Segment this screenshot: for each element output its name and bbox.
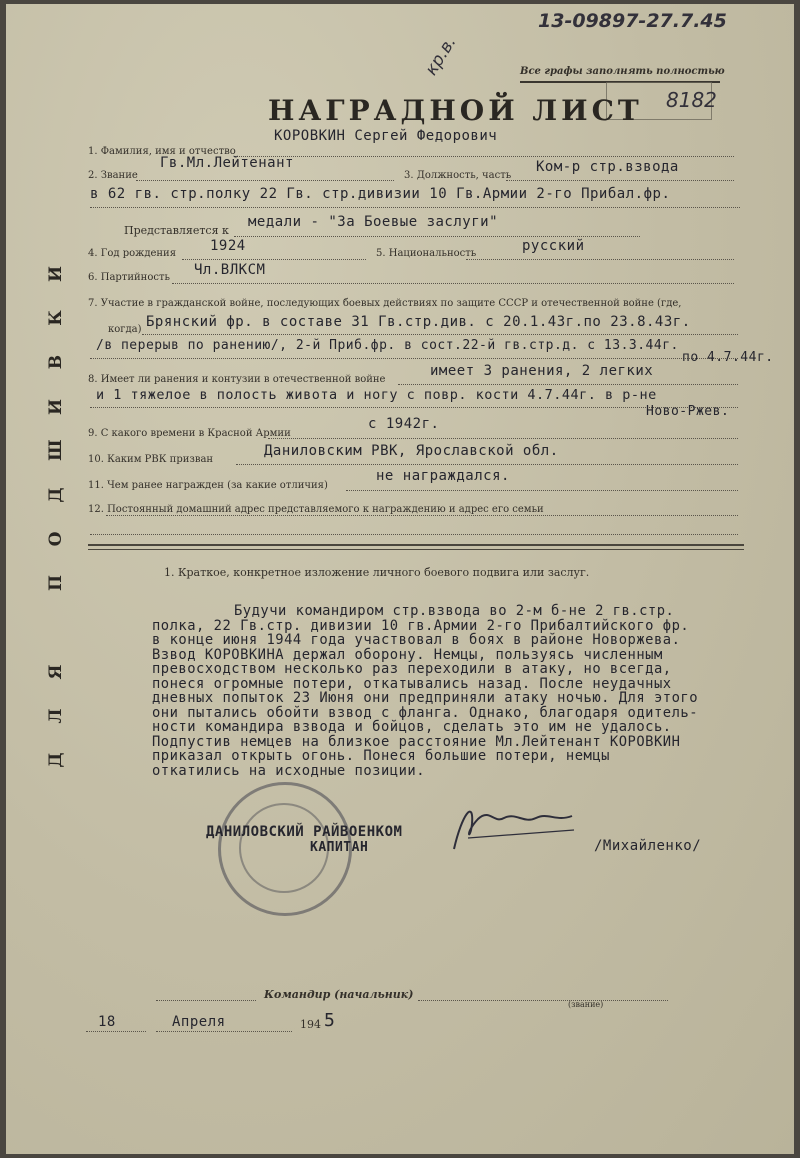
prior-awards-value: не награждался. bbox=[376, 468, 510, 484]
commander-label: Командир (начальник) bbox=[264, 988, 414, 1001]
paragraph-line: понеся огромные потери, откатывались назад. После неудачных bbox=[152, 675, 672, 692]
service-since-value: с 1942г. bbox=[368, 416, 440, 432]
field-9-line bbox=[268, 438, 738, 439]
field-12-label: 12. Постоянный домашний адрес представляемого к награждению и адрес его семьи bbox=[88, 504, 544, 515]
margin-letter: И bbox=[46, 265, 66, 283]
wounds-value-2: и 1 тяжелое в полость живота и ногу с повр. кости 4.7.44г. в р-не bbox=[96, 387, 657, 403]
margin-letter: Я bbox=[46, 664, 66, 679]
paragraph-line: Будучи командиром стр.взвода во 2-м б-не 2 гв.стр. bbox=[234, 603, 675, 619]
paragraph-line: дневных попыток 23 Июня они предприняли атаку ночью. Для этого bbox=[152, 690, 698, 706]
party-value: Чл.ВЛКСМ bbox=[194, 262, 266, 278]
unit-line bbox=[90, 207, 740, 208]
field-10-label: 10. Каким РВК призван bbox=[88, 454, 214, 465]
date-year-suffix: 5 bbox=[324, 1010, 336, 1031]
field-5-label: 5. Национальность bbox=[376, 248, 477, 259]
field-11-line bbox=[346, 490, 738, 491]
achievement-paragraph bbox=[152, 604, 792, 804]
margin-letter: К bbox=[46, 310, 66, 326]
paragraph-line: Подпустив немцев на близкое расстояние Мл.Лейтенант КОРОВКИН bbox=[152, 733, 681, 750]
field-5-line bbox=[466, 259, 734, 260]
rank-value: Гв.Мл.Лейтенант bbox=[160, 155, 294, 171]
margin-letter: И bbox=[46, 398, 66, 415]
paragraph-line: Взвод КОРОВКИНА держал оборону. Немцы, пользуясь численным bbox=[152, 646, 663, 663]
commander-line-right bbox=[418, 1000, 668, 1001]
field-2-line bbox=[136, 180, 394, 181]
fill-all-note: Все графы заполнять полностью bbox=[520, 66, 725, 77]
service-value-1: Брянский фр. в составе 31 Гв.стр.див. с 20.1.43г.по 23.8.43г. bbox=[146, 314, 691, 330]
paragraph-line: полка, 22 Гв.стр. дивизии 10 гв.Армии 2-го Прибалтийского фр. bbox=[152, 617, 690, 634]
paragraph-line: откатились на исходные позиции. bbox=[152, 762, 425, 779]
position-value: Ком-р стр.взвода bbox=[536, 159, 679, 175]
page-title: НАГРАДНОЙ ЛИСТ bbox=[268, 94, 643, 127]
separator-rule-top bbox=[88, 544, 744, 546]
name-value: КОРОВКИН Сергей Федорович bbox=[274, 128, 498, 144]
unit-value: в 62 гв. стр.полку 22 Гв. стр.дивизии 10 Гв.Армии 2-го Прибал.фр. bbox=[90, 186, 671, 202]
wounds-value-1: имеет 3 ранения, 2 легких bbox=[430, 363, 654, 379]
field-4-label: 4. Год рождения bbox=[88, 248, 177, 259]
nationality-value: русский bbox=[522, 238, 585, 254]
commander-line-left bbox=[156, 1000, 256, 1001]
handwritten-mark: кр.в. bbox=[421, 32, 461, 80]
field-8-line-1 bbox=[398, 384, 738, 385]
field-11-label: 11. Чем ранее награжден (за какие отличия) bbox=[88, 480, 328, 491]
signer-title-1: ДАНИЛОВСКИЙ РАЙВОЕНКОМ bbox=[206, 824, 403, 840]
field-4-line bbox=[182, 259, 366, 260]
margin-letter: Д bbox=[46, 487, 66, 503]
award-sheet-page bbox=[6, 4, 794, 1154]
paragraph-line: ности командира взвода и бойцов, сделать это им не удалось. bbox=[152, 719, 672, 735]
nominated-label: Представляется к bbox=[124, 224, 229, 237]
field-6-line bbox=[172, 283, 734, 284]
paragraph-line: в конце июня 1944 года участвовал в боях в районе Новоржева. bbox=[152, 632, 681, 648]
birth-year-value: 1924 bbox=[210, 238, 246, 254]
margin-letter: Д bbox=[46, 752, 66, 768]
field-7-line-1 bbox=[142, 334, 738, 335]
margin-letter: В bbox=[46, 355, 66, 370]
date-month-line bbox=[156, 1031, 292, 1032]
date-year-prefix: 194 bbox=[300, 1018, 321, 1031]
registration-number: 8182 bbox=[666, 88, 717, 112]
field-3-line bbox=[506, 180, 734, 181]
signer-title-2: КАПИТАН bbox=[310, 840, 369, 855]
nominated-value: медали - "За Боевые заслуги" bbox=[248, 214, 499, 230]
field-7-when-label: когда) bbox=[108, 324, 142, 335]
service-value-end: по 4.7.44г. bbox=[682, 350, 774, 365]
service-value-2: /в перерыв по ранению/, 2-й Приб.фр. в сост.22-й гв.стр.д. с 13.3.44г. bbox=[96, 338, 679, 353]
field-1-label: 1. Фамилия, имя и отчество bbox=[88, 146, 236, 157]
rank-label: (звание) bbox=[568, 1000, 604, 1009]
nominated-line bbox=[234, 236, 640, 237]
field-7-label: 7. Участие в гражданской войне, последующих боевых действиях по защите СССР и отечественной войне (где, bbox=[88, 298, 682, 309]
wounds-value-3: Ново-Ржев. bbox=[646, 404, 730, 419]
field-3-label: 3. Должность, часть bbox=[404, 170, 512, 181]
field-6-label: 6. Партийность bbox=[88, 272, 170, 283]
margin-letter: Л bbox=[46, 708, 66, 724]
field-2-label: 2. Звание bbox=[88, 170, 138, 181]
field-7-line-2 bbox=[90, 358, 738, 359]
field-10-line bbox=[236, 464, 738, 465]
section-heading: 1. Краткое, конкретное изложение личного боевого подвига или заслуг. bbox=[164, 566, 590, 579]
date-month: Апреля bbox=[172, 1014, 226, 1030]
paragraph-line: приказал открыть огонь. Понеся большие потери, немцы bbox=[152, 748, 610, 764]
inventory-number: 13-09897-27.7.45 bbox=[538, 10, 727, 32]
margin-letter: О bbox=[46, 531, 66, 547]
date-day-line bbox=[86, 1031, 146, 1032]
margin-binding-text bbox=[46, 264, 66, 794]
paragraph-line: превосходством несколько раз переходили в атаку, но всегда, bbox=[152, 661, 672, 677]
date-day: 18 bbox=[98, 1014, 116, 1030]
signer-name: /Михайленко/ bbox=[594, 838, 702, 854]
field-8-label: 8. Имеет ли ранения и контузии в отечественной войне bbox=[88, 374, 386, 385]
paragraph-line: они пытались обойти взвод с фланга. Однако, благодаря одитель- bbox=[152, 704, 698, 721]
field-1-line bbox=[234, 156, 734, 157]
margin-letter: Ш bbox=[46, 439, 66, 461]
draft-office-value: Даниловским РВК, Ярославской обл. bbox=[264, 443, 559, 459]
separator-rule-bottom bbox=[88, 549, 744, 550]
handwritten-signature bbox=[444, 794, 584, 854]
margin-letter: П bbox=[46, 575, 66, 592]
field-9-label: 9. С какого времени в Красной Армии bbox=[88, 428, 291, 439]
field-12-line-1 bbox=[106, 515, 738, 516]
field-8-line-2 bbox=[90, 407, 738, 408]
field-12-line-2 bbox=[90, 534, 738, 535]
